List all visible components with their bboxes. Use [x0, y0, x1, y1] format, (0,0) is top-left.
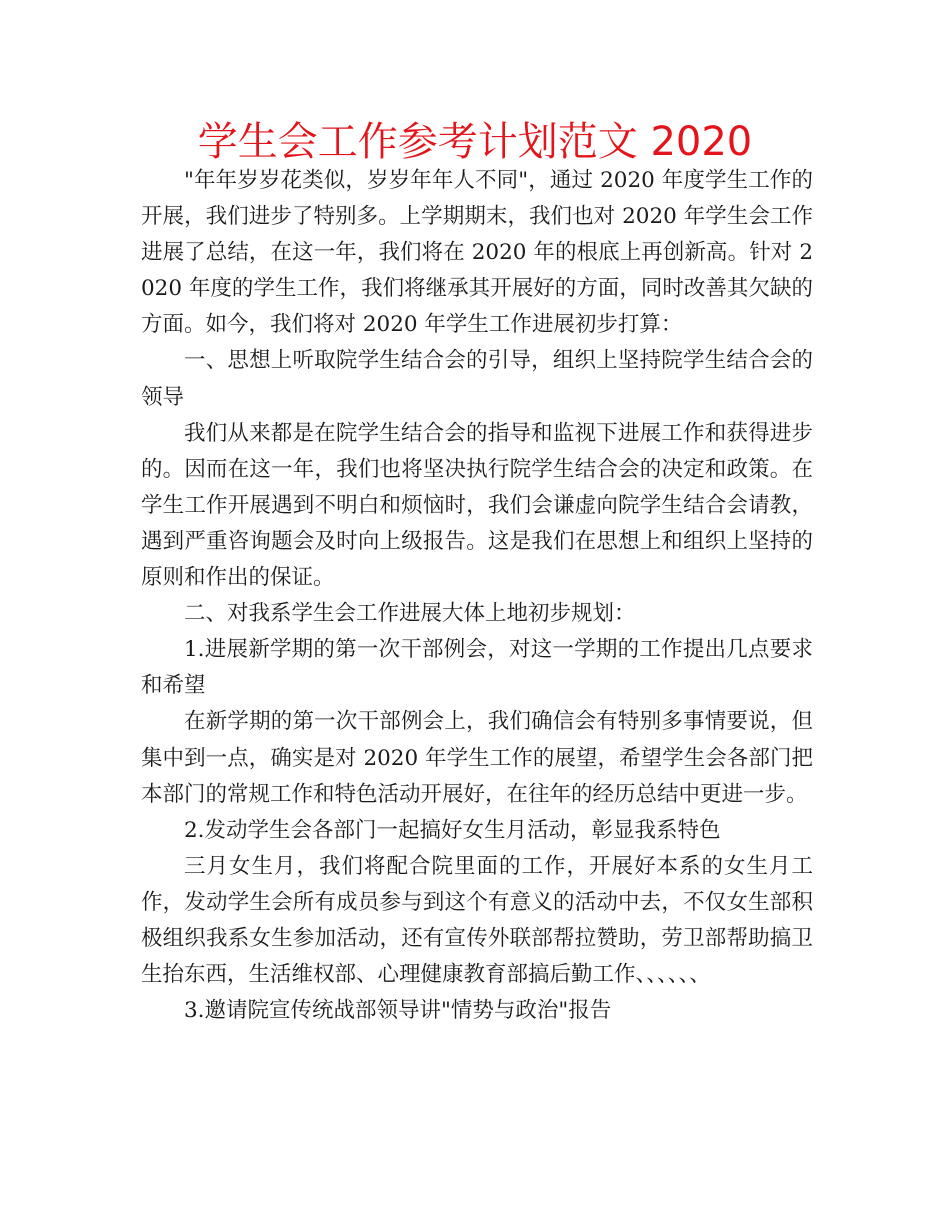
paragraph-intro: "年年岁岁花类似，岁岁年年人不同"，通过 2020 年度学生工作的开展，我们进步了特别多。上学期期末，我们也对 2020 年学生会工作进展了总结，在这一年，我们将在 2020 年的根底上再创新高。针对 2020 年度的学生工作，我们将继承其开展好的方面，同时改善其欠缺的方面。如今，我们将对 2020 年学生工作进展初步打算：: [141, 168, 813, 338]
paragraph-item-3-heading: 3.邀请院宣传统战部领导讲"情势与政治"报告: [184, 998, 612, 1024]
paragraph-section-1-heading: 一、思想上听取院学生结合会的引导，组织上坚持院学生结合会的领导: [141, 348, 813, 410]
paragraph-item-1-body: 在新学期的第一次干部例会上，我们确信会有特别多事情要说，但集中到一点，确实是对 2020 年学生工作的展望，希望学生会各部门把本部门的常规工作和特色活动开展好，在往年的经历总结中更进一步。: [141, 709, 813, 807]
document-body: [141, 163, 813, 1029]
paragraph-item-2-body: 三月女生月，我们将配合院里面的工作，开展好本系的女生月工作，发动学生会所有成员参与到这个有意义的活动中去，不仅女生部积极组织我系女生参加活动，还有宣传外联部帮拉赞助，劳卫部帮助搞卫生抬东西，生活维权部、心理健康教育部搞后勤工作、、、、、、: [141, 853, 813, 988]
paragraph-section-1-body: 我们从来都是在院学生结合会的指导和监视下进展工作和获得进步的。因而在这一年，我们也将坚决执行院学生结合会的决定和政策。在学生工作开展遇到不明白和烦恼时，我们会谦虚向院学生结合会请教，遇到严重咨询题会及时向上级报告。这是我们在思想上和组织上坚持的原则和作出的保证。: [141, 420, 813, 591]
paragraph-item-2-heading: 2.发动学生会各部门一起搞好女生月活动，彰显我系特色: [184, 817, 721, 843]
paragraph-item-1-heading: 1.进展新学期的第一次干部例会，对这一学期的工作提出几点要求和希望: [141, 637, 813, 699]
paragraph-section-2-heading: 二、对我系学生会工作进展大体上地初步规划：: [184, 601, 636, 627]
document-title: 学生会工作参考计划范文 2020: [197, 119, 753, 165]
